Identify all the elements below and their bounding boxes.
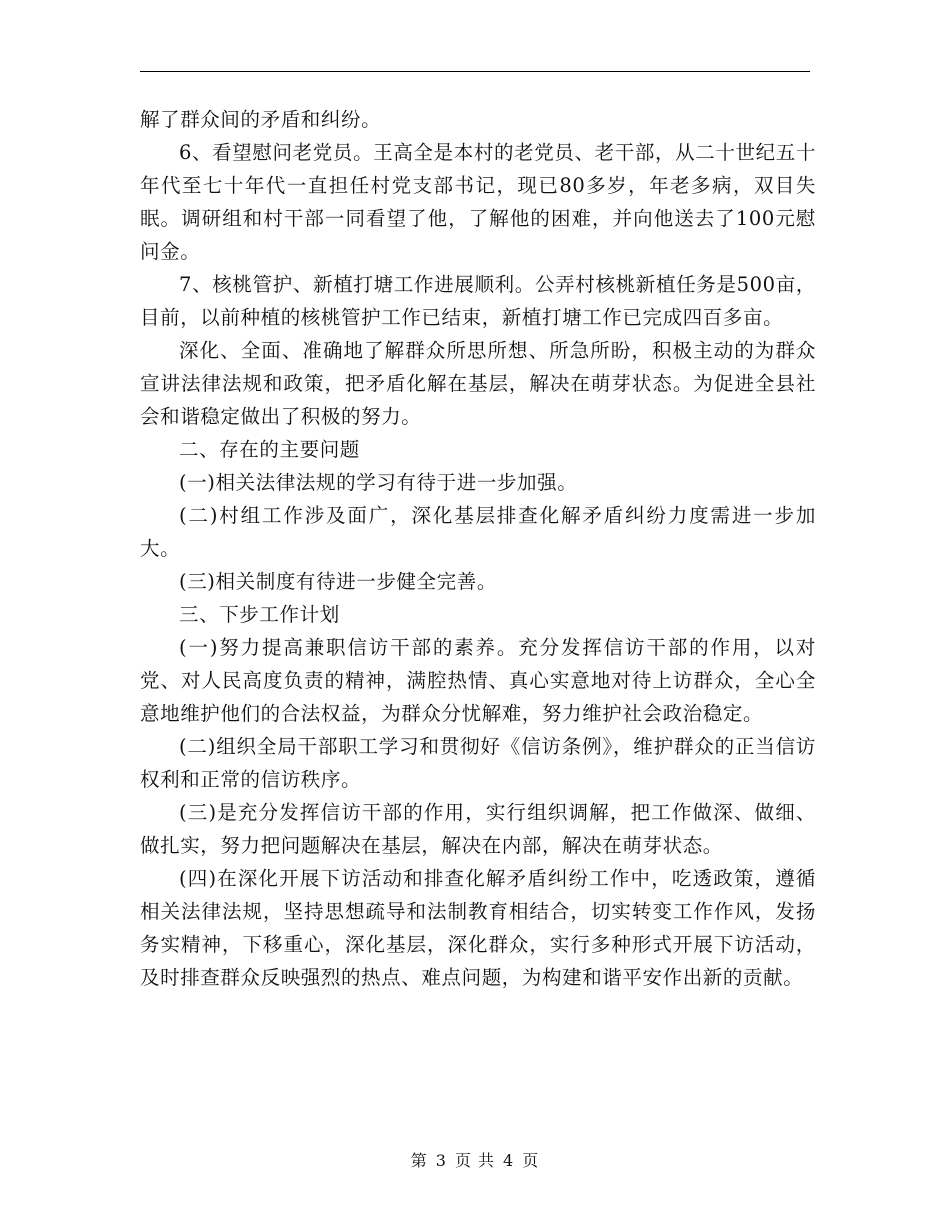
plan-item-1: (一)努力提高兼职信访干部的素养。充分发挥信访干部的作用，以对党、对人民高度负责的精神，满腔热情、真心实意地对待上访群众，全心全意地维护他们的合法权益，为群众分忧解难，努力维护社会政治稳定。 xyxy=(140,636,816,725)
plan-item-3: (三)是充分发挥信访干部的作用，实行组织调解，把工作做深、做细、做扎实，努力把问题解决在基层，解决在内部，解决在萌芽状态。 xyxy=(140,801,816,857)
plan-item-4: (四)在深化开展下访活动和排查化解矛盾纠纷工作中，吃透政策，遵循相关法律法规，坚持思想疏导和法制教育相结合，切实转变工作作风，发扬务实精神，下移重心，深化基层，深化群众，实行多种形式开展下访活动，及时排查群众反映强烈的热点、难点问题，为构建和谐平安作出新的贡献。 xyxy=(140,867,816,989)
footer-page-number: 3 xyxy=(435,1151,447,1170)
plan-item-2: (二)组织全局干部职工学习和贯彻好《信访条例》，维护群众的正当信访权利和正常的信访秩序。 xyxy=(140,735,816,791)
paragraph-item-6: 6、看望慰问老党员。王高全是本村的老党员、老干部，从二十世纪五十年代至七十年代一直担任村党支部书记，现已80多岁，年老多病，双目失眠。调研组和村干部一同看望了他，了解他的困难，并向他送去了100元慰问金。 xyxy=(140,141,816,263)
document-body xyxy=(140,103,816,994)
header-rule xyxy=(140,71,810,72)
problem-item-1: (一)相关法律法规的学习有待于进一步加强。 xyxy=(179,471,578,494)
footer-suffix: 页 xyxy=(522,1151,540,1170)
paragraph-continuation: 解了群众间的矛盾和纠纷。 xyxy=(140,108,382,131)
footer-middle: 页 共 xyxy=(454,1151,496,1170)
section-heading-problems: 二、存在的主要问题 xyxy=(179,438,360,461)
section-heading-plan: 三、下步工作计划 xyxy=(179,603,340,626)
footer-prefix: 第 xyxy=(410,1151,428,1170)
page-footer xyxy=(0,1148,950,1171)
problem-item-3: (三)相关制度有待进一步健全完善。 xyxy=(179,570,497,593)
footer-total-pages: 4 xyxy=(503,1151,515,1170)
paragraph-summary: 深化、全面、准确地了解群众所思所想、所急所盼，积极主动的为群众宣讲法律法规和政策，把矛盾化解在基层，解决在萌芽状态。为促进全县社会和谐稳定做出了积极的努力。 xyxy=(140,339,816,428)
problem-item-2: (二)村组工作涉及面广，深化基层排查化解矛盾纠纷力度需进一步加大。 xyxy=(140,504,816,560)
paragraph-item-7: 7、核桃管护、新植打塘工作进展顺利。公弄村核桃新植任务是500亩，目前，以前种植的核桃管护工作已结束，新植打塘工作已完成四百多亩。 xyxy=(140,273,816,329)
